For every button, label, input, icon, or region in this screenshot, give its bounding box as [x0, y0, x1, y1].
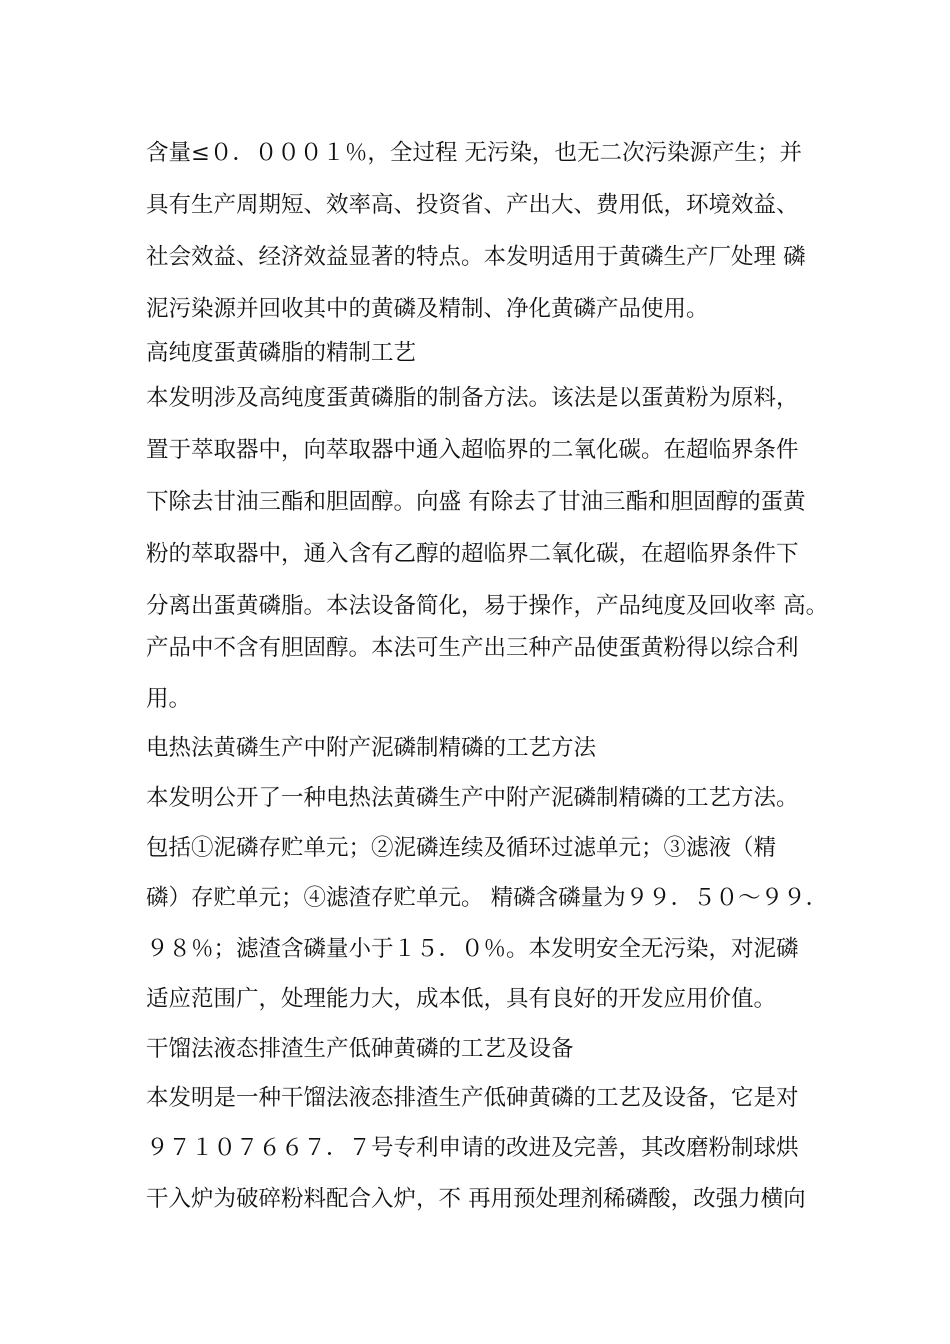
text-line: 社会效益、经济效益显著的特点。本发明适用于黄磷生产厂处理 磷: [146, 244, 806, 270]
text-line: 本发明是一种干馏法液态排渣生产低砷黄磷的工艺及设备，它是对: [146, 1085, 799, 1111]
text-line: 下除去甘油三酯和胆固醇。向盛 有除去了甘油三酯和胆固醇的蛋黄: [146, 489, 806, 515]
text-line: 包括①泥磷存贮单元；②泥磷连续及循环过滤单元；③滤液（精: [146, 835, 777, 861]
section-heading: 电热法黄磷生产中附产泥磷制精磷的工艺方法: [146, 735, 597, 761]
text-line: 具有生产周期短、效率高、投资省、产出大、费用低，环境效益、: [146, 192, 799, 218]
text-line: 本发明涉及高纯度蛋黄磷脂的制备方法。该法是以蛋黄粉为原料，: [146, 385, 799, 411]
text-line: 粉的萃取器中，通入含有乙醇的超临界二氧化碳，在超临界条件下: [146, 541, 799, 567]
section-heading: 高纯度蛋黄磷脂的精制工艺: [146, 340, 417, 366]
text-line: 干入炉为破碎粉料配合入炉，不 再用预处理剂稀磷酸，改强力横向: [146, 1186, 806, 1212]
text-line: 本发明公开了一种电热法黄磷生产中附产泥磷制精磷的工艺方法。: [146, 785, 799, 811]
text-line: ９８％；滤渣含磷量小于１５．０％。本发明安全无污染，对泥磷: [146, 936, 799, 962]
text-line: ９７１０７６６７．７号专利申请的改进及完善，其改磨粉制球烘: [146, 1135, 799, 1161]
text-line: 磷）存贮单元；④滤渣存贮单元。 精磷含磷量为９９．５０～９９．: [146, 885, 829, 911]
section-heading: 干馏法液态排渣生产低砷黄磷的工艺及设备: [146, 1036, 574, 1062]
text-line: 适应范围广，处理能力大，成本低，具有良好的开发应用价值。: [146, 986, 777, 1012]
text-line: 产品中不含有胆固醇。本法可生产出三种产品使蛋黄粉得以综合利: [146, 635, 799, 661]
text-line: 置于萃取器中，向萃取器中通入超临界的二氧化碳。在超临界条件: [146, 437, 799, 463]
text-line: 用。: [146, 686, 192, 712]
text-line: 含量≤０．０００１％，全过程 无污染，也无二次污染源产生；并: [146, 140, 803, 166]
text-line: 泥污染源并回收其中的黄磷及精制、净化黄磷产品使用。: [146, 296, 709, 322]
text-line: 分离出蛋黄磷脂。本法设备简化，易于操作，产品纯度及回收率 高。: [146, 593, 829, 619]
